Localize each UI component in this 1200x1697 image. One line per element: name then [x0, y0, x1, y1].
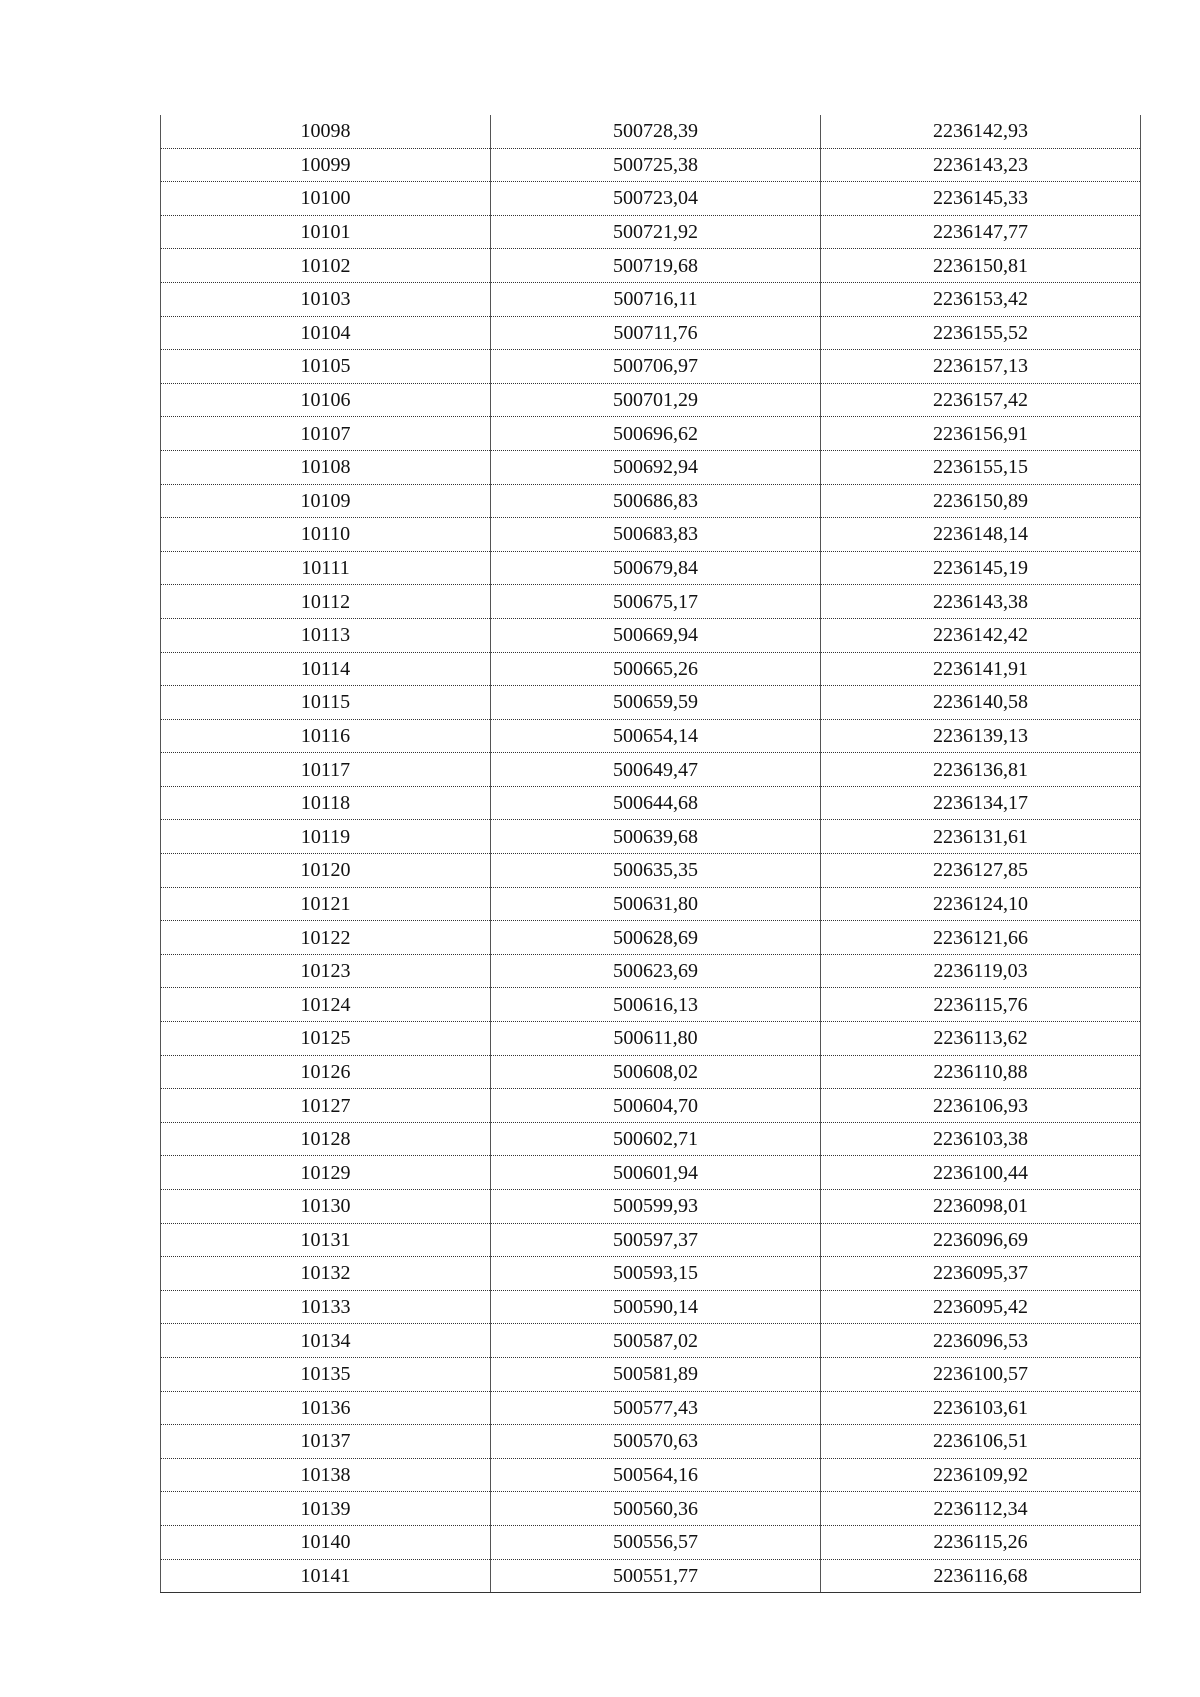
y-coordinate-cell: 2236115,76	[821, 988, 1141, 1022]
point-number-cell: 10103	[161, 282, 491, 316]
table-row	[161, 551, 1141, 585]
point-number-cell: 10127	[161, 1089, 491, 1123]
point-number-cell: 10102	[161, 249, 491, 283]
table-row	[161, 282, 1141, 316]
y-coordinate-cell: 2236112,34	[821, 1492, 1141, 1526]
point-number-cell: 10109	[161, 484, 491, 518]
table-row	[161, 350, 1141, 384]
y-coordinate-cell: 2236136,81	[821, 753, 1141, 787]
point-number-cell: 10110	[161, 518, 491, 552]
x-coordinate-cell: 500635,35	[491, 854, 821, 888]
point-number-cell: 10115	[161, 686, 491, 720]
x-coordinate-cell: 500593,15	[491, 1257, 821, 1291]
y-coordinate-cell: 2236141,91	[821, 652, 1141, 686]
table-row	[161, 148, 1141, 182]
point-number-cell: 10126	[161, 1055, 491, 1089]
point-number-cell: 10104	[161, 316, 491, 350]
y-coordinate-cell: 2236153,42	[821, 282, 1141, 316]
y-coordinate-cell: 2236095,37	[821, 1257, 1141, 1291]
table-row	[161, 652, 1141, 686]
y-coordinate-cell: 2236155,15	[821, 450, 1141, 484]
y-coordinate-cell: 2236103,38	[821, 1122, 1141, 1156]
x-coordinate-cell: 500692,94	[491, 450, 821, 484]
table-row	[161, 988, 1141, 1022]
point-number-cell: 10119	[161, 820, 491, 854]
y-coordinate-cell: 2236143,23	[821, 148, 1141, 182]
x-coordinate-cell: 500628,69	[491, 921, 821, 955]
x-coordinate-cell: 500696,62	[491, 417, 821, 451]
table-row	[161, 921, 1141, 955]
point-number-cell: 10114	[161, 652, 491, 686]
table-row	[161, 115, 1141, 148]
y-coordinate-cell: 2236121,66	[821, 921, 1141, 955]
y-coordinate-cell: 2236148,14	[821, 518, 1141, 552]
y-coordinate-cell: 2236134,17	[821, 786, 1141, 820]
table-row	[161, 1223, 1141, 1257]
x-coordinate-cell: 500623,69	[491, 954, 821, 988]
x-coordinate-cell: 500631,80	[491, 887, 821, 921]
x-coordinate-cell: 500602,71	[491, 1122, 821, 1156]
y-coordinate-cell: 2236139,13	[821, 719, 1141, 753]
table-row	[161, 1324, 1141, 1358]
x-coordinate-cell: 500711,76	[491, 316, 821, 350]
point-number-cell: 10125	[161, 1022, 491, 1056]
y-coordinate-cell: 2236115,26	[821, 1525, 1141, 1559]
x-coordinate-cell: 500599,93	[491, 1190, 821, 1224]
x-coordinate-cell: 500587,02	[491, 1324, 821, 1358]
table-row	[161, 417, 1141, 451]
point-number-cell: 10139	[161, 1492, 491, 1526]
x-coordinate-cell: 500581,89	[491, 1357, 821, 1391]
point-number-cell: 10120	[161, 854, 491, 888]
y-coordinate-cell: 2236145,33	[821, 182, 1141, 216]
x-coordinate-cell: 500597,37	[491, 1223, 821, 1257]
y-coordinate-cell: 2236150,89	[821, 484, 1141, 518]
table-row	[161, 1391, 1141, 1425]
table-row	[161, 820, 1141, 854]
point-number-cell: 10112	[161, 585, 491, 619]
table-row	[161, 1089, 1141, 1123]
point-number-cell: 10122	[161, 921, 491, 955]
x-coordinate-cell: 500639,68	[491, 820, 821, 854]
y-coordinate-cell: 2236100,44	[821, 1156, 1141, 1190]
table-row	[161, 1525, 1141, 1559]
point-number-cell: 10100	[161, 182, 491, 216]
y-coordinate-cell: 2236113,62	[821, 1022, 1141, 1056]
x-coordinate-cell: 500659,59	[491, 686, 821, 720]
y-coordinate-cell: 2236096,69	[821, 1223, 1141, 1257]
x-coordinate-cell: 500551,77	[491, 1559, 821, 1593]
x-coordinate-cell: 500611,80	[491, 1022, 821, 1056]
table-row	[161, 316, 1141, 350]
table-row	[161, 1257, 1141, 1291]
point-number-cell: 10134	[161, 1324, 491, 1358]
y-coordinate-cell: 2236157,42	[821, 383, 1141, 417]
table-row	[161, 1357, 1141, 1391]
y-coordinate-cell: 2236150,81	[821, 249, 1141, 283]
x-coordinate-cell: 500590,14	[491, 1290, 821, 1324]
table-row	[161, 450, 1141, 484]
x-coordinate-cell: 500560,36	[491, 1492, 821, 1526]
x-coordinate-cell: 500556,57	[491, 1525, 821, 1559]
point-number-cell: 10118	[161, 786, 491, 820]
x-coordinate-cell: 500616,13	[491, 988, 821, 1022]
table-row	[161, 1122, 1141, 1156]
coordinates-table-body	[161, 115, 1141, 1593]
point-number-cell: 10107	[161, 417, 491, 451]
y-coordinate-cell: 2236100,57	[821, 1357, 1141, 1391]
point-number-cell: 10140	[161, 1525, 491, 1559]
table-row	[161, 618, 1141, 652]
point-number-cell: 10141	[161, 1559, 491, 1593]
table-row	[161, 854, 1141, 888]
table-row	[161, 1190, 1141, 1224]
y-coordinate-cell: 2236131,61	[821, 820, 1141, 854]
point-number-cell: 10128	[161, 1122, 491, 1156]
y-coordinate-cell: 2236155,52	[821, 316, 1141, 350]
y-coordinate-cell: 2236145,19	[821, 551, 1141, 585]
x-coordinate-cell: 500701,29	[491, 383, 821, 417]
y-coordinate-cell: 2236110,88	[821, 1055, 1141, 1089]
point-number-cell: 10117	[161, 753, 491, 787]
point-number-cell: 10101	[161, 215, 491, 249]
y-coordinate-cell: 2236147,77	[821, 215, 1141, 249]
y-coordinate-cell: 2236127,85	[821, 854, 1141, 888]
x-coordinate-cell: 500719,68	[491, 249, 821, 283]
table-row	[161, 1492, 1141, 1526]
point-number-cell: 10138	[161, 1458, 491, 1492]
point-number-cell: 10108	[161, 450, 491, 484]
table-row	[161, 753, 1141, 787]
y-coordinate-cell: 2236157,13	[821, 350, 1141, 384]
y-coordinate-cell: 2236140,58	[821, 686, 1141, 720]
point-number-cell: 10123	[161, 954, 491, 988]
table-row	[161, 1458, 1141, 1492]
x-coordinate-cell: 500728,39	[491, 115, 821, 148]
x-coordinate-cell: 500570,63	[491, 1425, 821, 1459]
x-coordinate-cell: 500675,17	[491, 585, 821, 619]
table-row	[161, 1156, 1141, 1190]
x-coordinate-cell: 500716,11	[491, 282, 821, 316]
y-coordinate-cell: 2236096,53	[821, 1324, 1141, 1358]
table-row	[161, 887, 1141, 921]
y-coordinate-cell: 2236098,01	[821, 1190, 1141, 1224]
y-coordinate-cell: 2236156,91	[821, 417, 1141, 451]
x-coordinate-cell: 500725,38	[491, 148, 821, 182]
y-coordinate-cell: 2236109,92	[821, 1458, 1141, 1492]
point-number-cell: 10131	[161, 1223, 491, 1257]
table-row	[161, 954, 1141, 988]
point-number-cell: 10113	[161, 618, 491, 652]
table-row	[161, 1055, 1141, 1089]
y-coordinate-cell: 2236142,93	[821, 115, 1141, 148]
y-coordinate-cell: 2236119,03	[821, 954, 1141, 988]
y-coordinate-cell: 2236106,93	[821, 1089, 1141, 1123]
x-coordinate-cell: 500577,43	[491, 1391, 821, 1425]
point-number-cell: 10124	[161, 988, 491, 1022]
point-number-cell: 10105	[161, 350, 491, 384]
x-coordinate-cell: 500654,14	[491, 719, 821, 753]
point-number-cell: 10129	[161, 1156, 491, 1190]
table-row	[161, 215, 1141, 249]
y-coordinate-cell: 2236143,38	[821, 585, 1141, 619]
y-coordinate-cell: 2236116,68	[821, 1559, 1141, 1593]
point-number-cell: 10111	[161, 551, 491, 585]
x-coordinate-cell: 500604,70	[491, 1089, 821, 1123]
y-coordinate-cell: 2236106,51	[821, 1425, 1141, 1459]
x-coordinate-cell: 500721,92	[491, 215, 821, 249]
point-number-cell: 10132	[161, 1257, 491, 1291]
x-coordinate-cell: 500706,97	[491, 350, 821, 384]
table-row	[161, 1425, 1141, 1459]
coordinates-table	[160, 115, 1141, 1593]
x-coordinate-cell: 500669,94	[491, 618, 821, 652]
y-coordinate-cell: 2236124,10	[821, 887, 1141, 921]
point-number-cell: 10136	[161, 1391, 491, 1425]
point-number-cell: 10135	[161, 1357, 491, 1391]
point-number-cell: 10106	[161, 383, 491, 417]
x-coordinate-cell: 500644,68	[491, 786, 821, 820]
x-coordinate-cell: 500564,16	[491, 1458, 821, 1492]
x-coordinate-cell: 500665,26	[491, 652, 821, 686]
table-row	[161, 1022, 1141, 1056]
point-number-cell: 10116	[161, 719, 491, 753]
table-row	[161, 182, 1141, 216]
y-coordinate-cell: 2236142,42	[821, 618, 1141, 652]
table-row	[161, 786, 1141, 820]
table-row	[161, 1559, 1141, 1593]
table-row	[161, 484, 1141, 518]
table-row	[161, 686, 1141, 720]
table-row	[161, 383, 1141, 417]
x-coordinate-cell: 500601,94	[491, 1156, 821, 1190]
table-row	[161, 585, 1141, 619]
point-number-cell: 10130	[161, 1190, 491, 1224]
table-row	[161, 518, 1141, 552]
table-row	[161, 249, 1141, 283]
point-number-cell: 10133	[161, 1290, 491, 1324]
y-coordinate-cell: 2236095,42	[821, 1290, 1141, 1324]
point-number-cell: 10121	[161, 887, 491, 921]
y-coordinate-cell: 2236103,61	[821, 1391, 1141, 1425]
x-coordinate-cell: 500649,47	[491, 753, 821, 787]
point-number-cell: 10137	[161, 1425, 491, 1459]
x-coordinate-cell: 500686,83	[491, 484, 821, 518]
point-number-cell: 10098	[161, 115, 491, 148]
x-coordinate-cell: 500679,84	[491, 551, 821, 585]
x-coordinate-cell: 500723,04	[491, 182, 821, 216]
x-coordinate-cell: 500608,02	[491, 1055, 821, 1089]
table-row	[161, 1290, 1141, 1324]
point-number-cell: 10099	[161, 148, 491, 182]
table-row	[161, 719, 1141, 753]
x-coordinate-cell: 500683,83	[491, 518, 821, 552]
